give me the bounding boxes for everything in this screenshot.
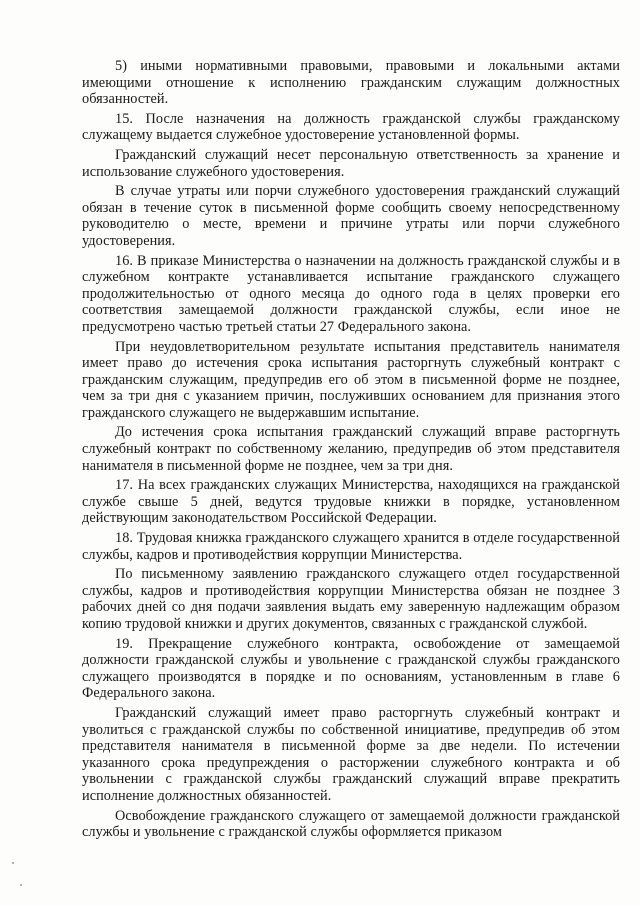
paragraph-resignation: Гражданский служащий имеет право расторгнуть служебный контракт и уволиться с гражданской службы по собственной инициативе, предупредив об этом представителя нанимателя в письменной форме за две недели. По истечении указанного срока предупреждения о расторжении служебного контракта и об увольнении с гражданской службы гражданский служащий вправе прекратить исполнение должностных обязанностей. [82, 704, 620, 804]
paragraph-unsatisfactory-result: При неудовлетворительном результате испытания представитель нанимателя имеет право до истечения срока испытания расторгнуть служебный контракт с гражданским служащим, предупредив его об этом в письменной форме не позднее, чем за три дня с указанием причин, послуживших основанием для признания этого гражданского служащего не выдержавшим испытание. [82, 338, 620, 421]
paragraph-loss-of-id: В случае утраты или порчи служебного удостоверения гражданский служащий обязан в течение суток в письменной форме сообщить своему непосредственному руководителю о месте, времени и причине утраты или порчи служебного удостоверения. [82, 183, 620, 249]
document-body [82, 58, 620, 841]
paragraph-17: 17. На всех гражданских служащих Министерства, находящихся на гражданской службе свыше 5 дней, ведутся трудовые книжки в порядке, установленном действующим законодательством Российской Федерации. [82, 477, 620, 527]
paragraph-15: 15. После назначения на должность гражданской службы гражданскому служащему выдается служебное удостоверение установленной формы. [82, 110, 620, 144]
paragraph-18: 18. Трудовая книжка гражданского служащего хранится в отделе государственной службы, кадров и противодействия коррупции Министерства. [82, 530, 620, 563]
paragraph-16: 16. В приказе Министерства о назначении на должность гражданской службы и в служебном контракте устанавливается испытание гражданского служащего продолжительностью от одного месяца до одного года в целях проверки его соответствия замещаемой должности гражданской службы, если иное не предусмотрено частью третьей статьи 27 Федерального закона. [82, 252, 620, 335]
paragraph-copy-request: По письменному заявлению гражданского служащего отдел государственной службы, кадров и противодействия коррупции Министерства обязан не позднее 3 рабочих дней со дня подачи заявления выдать ему заверенную надлежащим образом копию трудовой книжки и других документов, связанных с гражданской службой. [82, 566, 620, 632]
paragraph-item-5: 5) иными нормативными правовыми, правовыми и локальными актами имеющими отношение к исполнению гражданским служащим должностных обязанностей. [82, 58, 620, 108]
paragraph-early-termination: До истечения срока испытания гражданский служащий вправе расторгнуть служебный контракт по собственному желанию, предупредив об этом представителя нанимателя в письменной форме не позднее, чем за три дня. [82, 424, 620, 474]
scan-speck [20, 884, 22, 886]
paragraph-dismissal-order: Освобождение гражданского служащего от замещаемой должности гражданской службы и увольнение с гражданской службы оформляется приказом [82, 807, 620, 841]
paragraph-responsibility: Гражданский служащий несет персональную ответственность за хранение и использование служебного удостоверения. [82, 146, 620, 180]
scan-speck [12, 862, 14, 864]
paragraph-19: 19. Прекращение служебного контракта, освобождение от замещаемой должности гражданской службы и увольнение с гражданской службы гражданского служащего производятся в порядке и по основаниям, установленным в главе 6 Федерального закона. [82, 635, 620, 702]
